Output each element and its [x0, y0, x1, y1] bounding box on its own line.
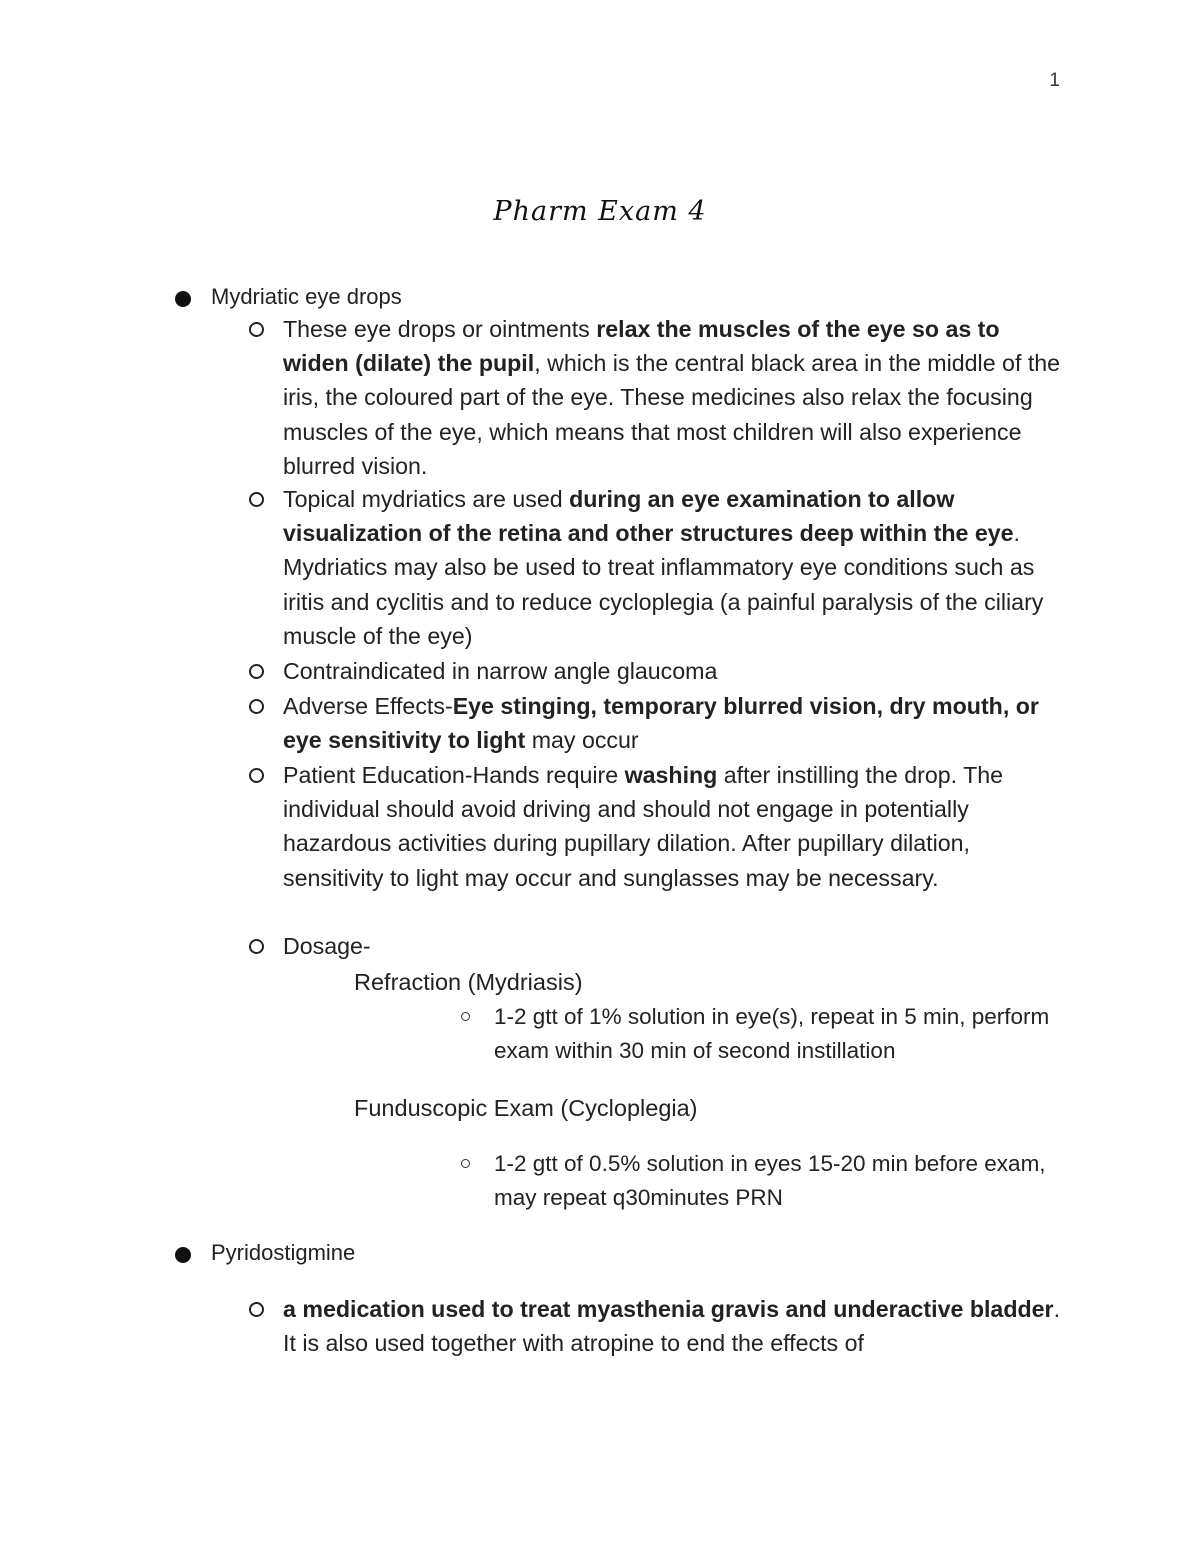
bullet-hollow-icon — [249, 492, 264, 507]
dosage-heading-refraction: Refraction (Mydriasis) — [354, 969, 583, 995]
list-item: Dosage- — [283, 929, 1063, 963]
page-title: Pharm Exam 4 — [493, 196, 707, 227]
bullet-filled-icon — [175, 291, 191, 307]
bullet-hollow-icon — [249, 768, 264, 783]
list-item: Patient Education-Hands require washing after instilling the drop. The individual should avoid driving and should not engage in potentially hazardous activities during pupillary dilation. After pupillary dilation, sensitivity to light may occur and sunglasses may be necessary. — [283, 758, 1063, 895]
bullet-small-icon — [461, 1159, 470, 1168]
dosage-heading-funduscopic: Funduscopic Exam (Cycloplegia) — [354, 1095, 698, 1121]
bullet-hollow-icon — [249, 664, 264, 679]
bullet-hollow-icon — [249, 699, 264, 714]
dosage-item: 1-2 gtt of 0.5% solution in eyes 15-20 min before exam, may repeat q30minutes PRN — [494, 1147, 1074, 1215]
list-item: These eye drops or ointments relax the muscles of the eye so as to widen (dilate) the pupil, which is the central black area in the middle of the iris, the coloured part of the eye. These medicines also relax the focusing muscles of the eye, which means that most children will also experience blurred vision. — [283, 312, 1063, 483]
page-number: 1 — [1049, 70, 1060, 91]
list-item: Topical mydriatics are used during an eye examination to allow visualization of the retina and other structures deep within the eye. Mydriatics may also be used to treat inflammatory eye conditions such as iritis and cyclitis and to reduce cycloplegia (a painful paralysis of the ciliary muscle of the eye) — [283, 482, 1063, 653]
bullet-hollow-icon — [249, 1302, 264, 1317]
dosage-item: 1-2 gtt of 1% solution in eye(s), repeat in 5 min, perform exam within 30 min of second instillation — [494, 1000, 1074, 1068]
list-item: a medication used to treat myasthenia gravis and underactive bladder. It is also used together with atropine to end the effects of — [283, 1292, 1063, 1360]
bullet-small-icon — [461, 1012, 470, 1021]
list-item: Adverse Effects-Eye stinging, temporary blurred vision, dry mouth, or eye sensitivity to light may occur — [283, 689, 1063, 757]
bullet-hollow-icon — [249, 939, 264, 954]
section-heading-mydriatic: Mydriatic eye drops — [211, 280, 402, 314]
bullet-filled-icon — [175, 1247, 191, 1263]
bullet-hollow-icon — [249, 322, 264, 337]
section-heading-pyridostigmine: Pyridostigmine — [211, 1236, 355, 1270]
list-item: Contraindicated in narrow angle glaucoma — [283, 654, 1063, 688]
